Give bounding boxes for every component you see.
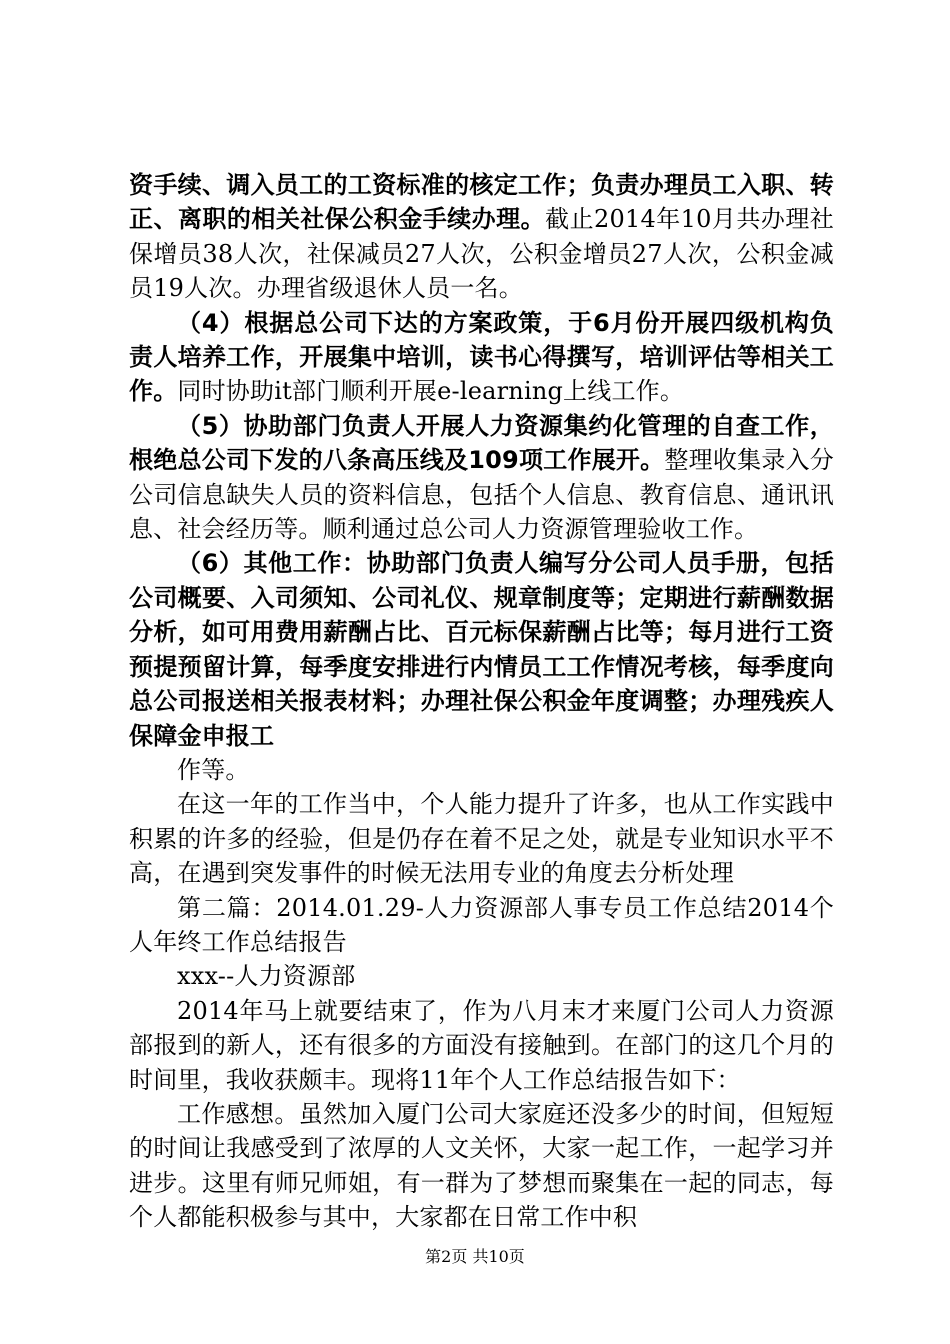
paragraph-9 [129,994,834,1097]
paragraph-7-text: 第二篇：2014.01.29-人力资源部人事专员工作总结2014个人年终工作总结报告 [129,893,834,956]
paragraph-4 [129,546,834,752]
paragraph-10 [129,1097,834,1235]
paragraph-1-text: 截止2014年10月共办理社保增员38人次，社保减员27人次，公积金增员27人次，公积金减员19人次。办理省级退休人员一名。 [129,205,834,303]
paragraph-3-text: 整理收集录入分公司信息缺失人员的资料信息，包括个人信息、教育信息、通讯讯息、社会经历等。顺利通过总公司人力资源管理验收工作。 [129,446,834,544]
paragraph-4-bold: （6）其他工作：协助部门负责人编写分公司人员手册，包括公司概要、入司须知、公司礼仪、规章制度等；定期进行薪酬数据分析，如可用费用薪酬占比、百元标保薪酬占比等；每月进行工资预提预留计算，每季度安排进行内情员工工作情况考核，每季度向总公司报送相关报表材料；办理社保公积金年度调整；办理残疾人保障金申报工 [129,549,834,750]
paragraph-2 [129,306,834,409]
document-body [129,168,834,1235]
paragraph-3-bold: （5）协助部门负责人开展人力资源集约化管理的自查工作，根绝总公司下发的八条高压线及109项工作展开。 [129,411,834,475]
page-number-footer: 第2页 共10页 [425,1247,525,1266]
paragraph-9-text: 2014年马上就要结束了，作为八月末才来厦门公司人力资源部报到的新人，还有很多的方面没有接触到。在部门的这几个月的时间里，我收获颇丰。现将11年个人工作总结报告如下： [129,996,834,1094]
paragraph-10-text: 工作感想。虽然加入厦门公司大家庭还没多少的时间，但短短的时间让我感受到了浓厚的人文关怀，大家一起工作，一起学习并进步。这里有师兄师姐，有一群为了梦想而聚集在一起的同志，每个人都能积极参与其中，大家都在日常工作中积 [129,1099,834,1232]
paragraph-1 [129,168,834,306]
paragraph-8 [129,959,834,993]
paragraph-5 [129,753,834,787]
paragraph-1-bold: 资手续、调入员工的工资标准的核定工作；负责办理员工入职、转正、离职的相关社保公积金手续办理。 [129,171,834,234]
paragraph-2-bold: （4）根据总公司下达的方案政策，于6月份开展四级机构负责人培养工作，开展集中培训，读书心得撰写，培训评估等相关工作。 [129,308,834,406]
paragraph-3 [129,409,834,547]
paragraph-6-text: 在这一年的工作当中，个人能力提升了许多，也从工作实践中积累的许多的经验，但是仍存在着不足之处，就是专业知识水平不高，在遇到突发事件的时候无法用专业的角度去分析处理 [129,790,834,888]
paragraph-2-text: 同时协助it部门顺利开展e-learning上线工作。 [177,377,685,406]
paragraph-6 [129,787,834,890]
paragraph-8-text: xxx--人力资源部 [177,962,356,991]
paragraph-7 [129,891,834,960]
paragraph-5-text: 作等。 [177,755,250,784]
